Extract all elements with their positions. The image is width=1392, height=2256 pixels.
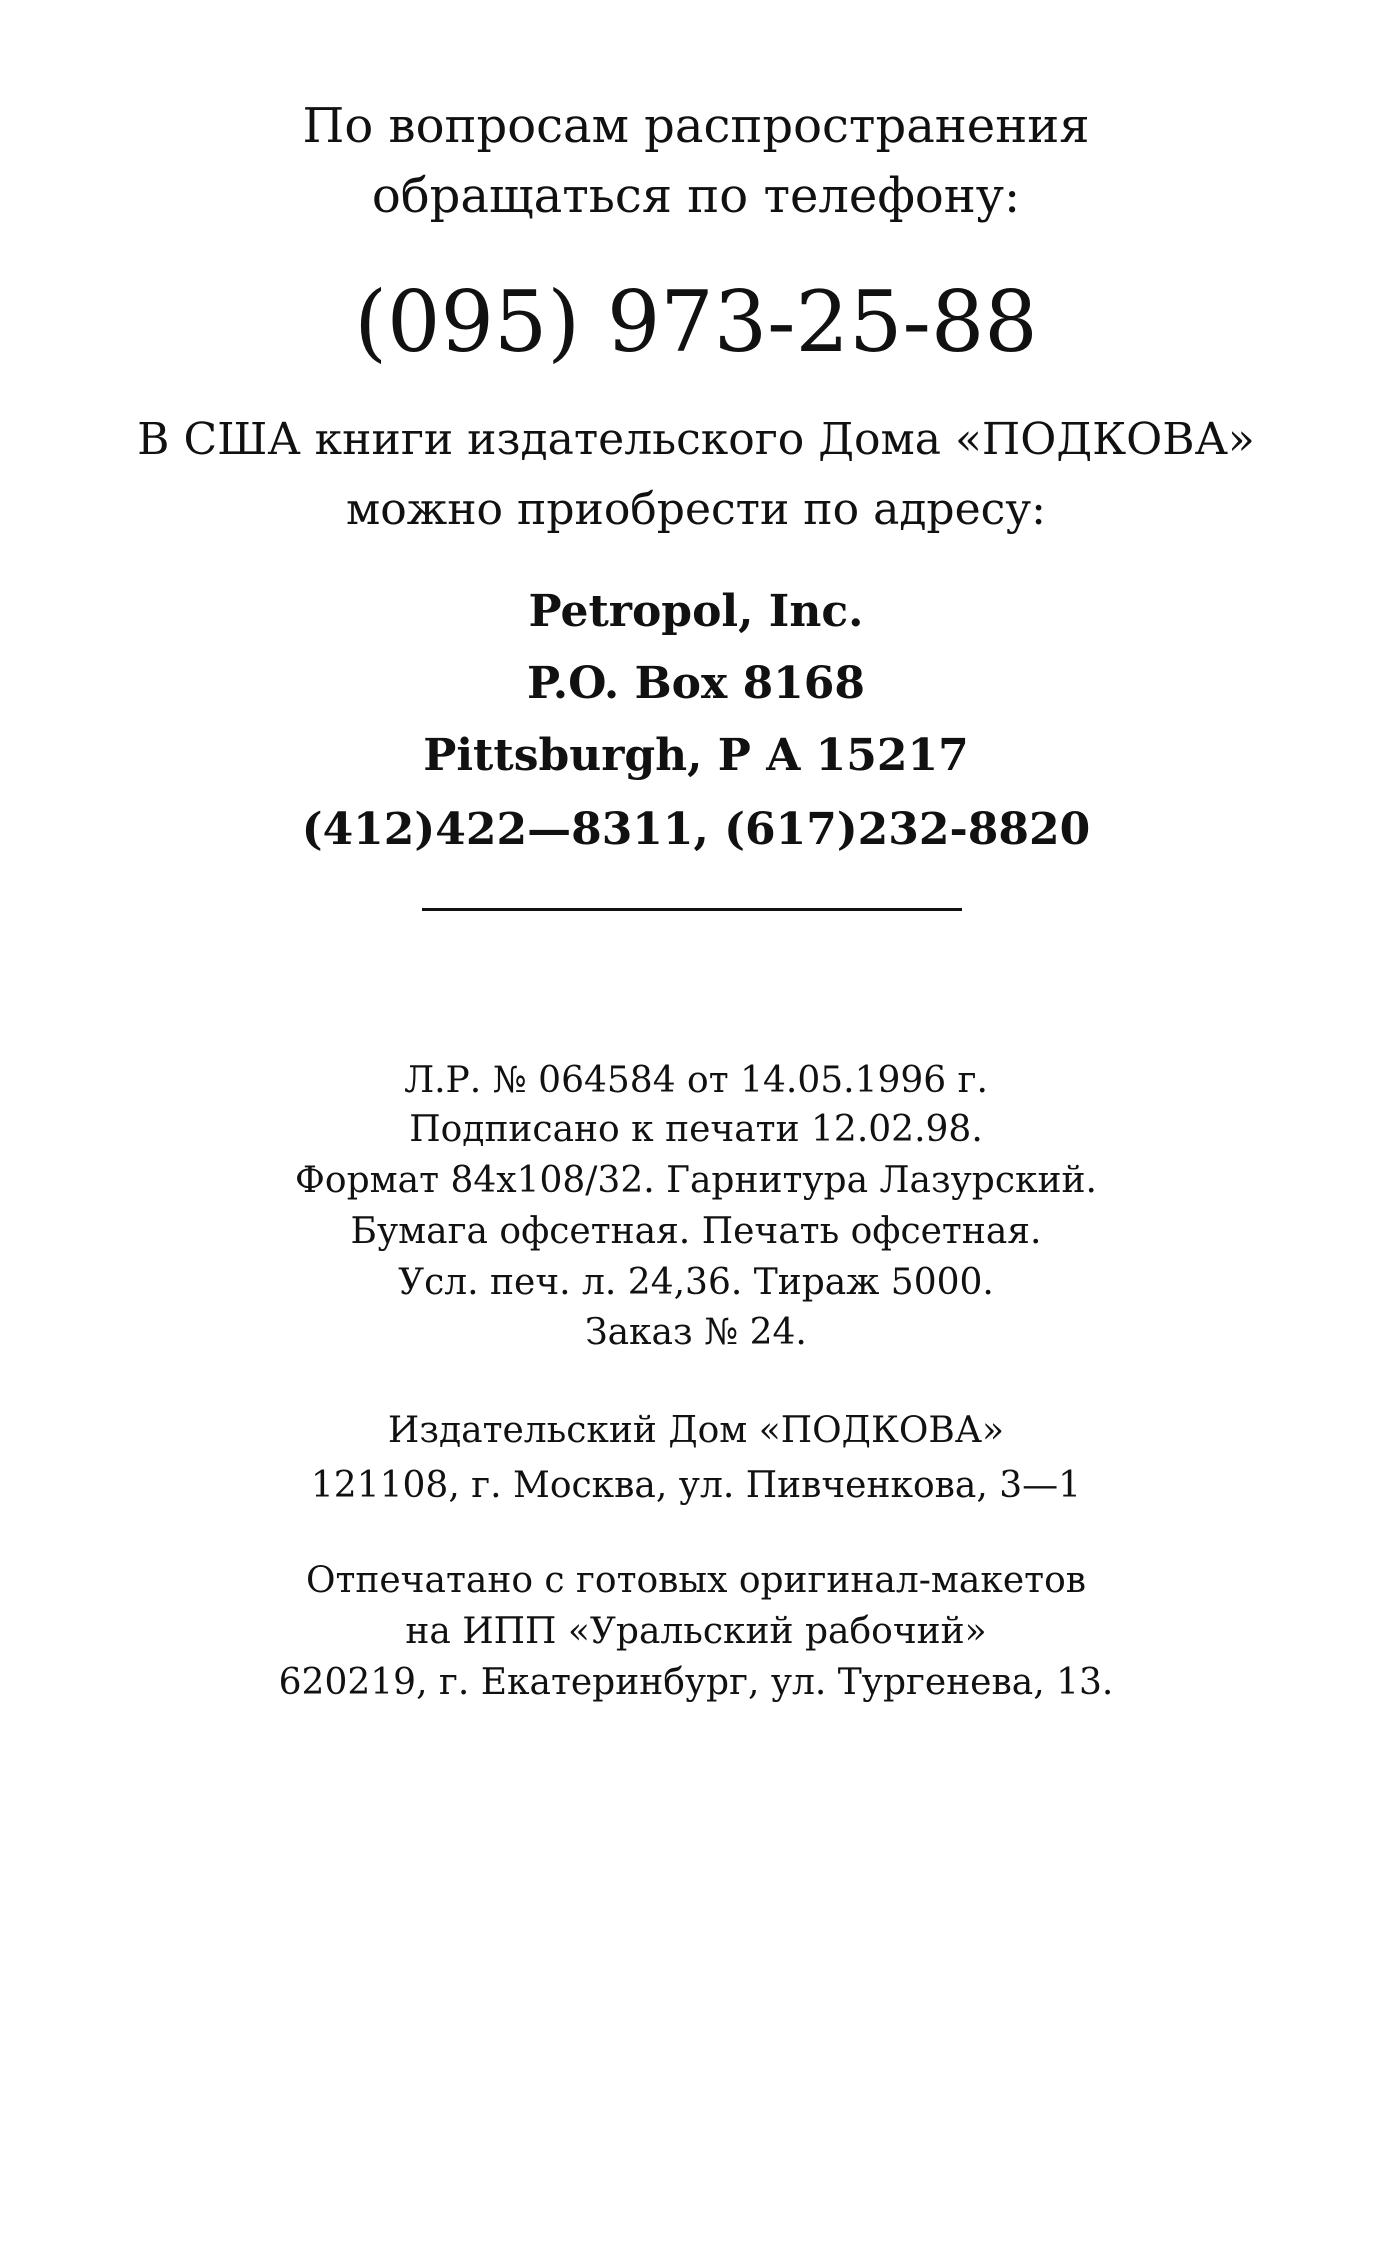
imprint-paper: Бумага офсетная. Печать офсетная.: [350, 1211, 1042, 1252]
printer-line-2: на ИПП «Уральский рабочий»: [405, 1611, 987, 1652]
imprint-signed: Подписано к печати 12.02.98.: [409, 1109, 983, 1150]
distribution-phone: (095) 973-25-88: [354, 273, 1038, 371]
imprint-license: Л.Р. № 064584 от 14.05.1996 г.: [404, 1060, 988, 1101]
address-box: P.O. Box 8168: [526, 658, 866, 709]
distribution-line-1: По вопросам распространения: [302, 98, 1090, 154]
usa-line-1: В США книги издательского Дома «ПОДКОВА»: [137, 414, 1255, 465]
usa-line-2: можно приобрести по адресу:: [346, 484, 1046, 535]
publisher-address: 121108, г. Москва, ул. Пивченкова, 3—1: [310, 1465, 1082, 1506]
address-phones: (412)422—8311, (617)232-8820: [301, 804, 1091, 855]
printer-line-3: 620219, г. Екатеринбург, ул. Тургенева, 13.: [278, 1662, 1114, 1703]
imprint-print-run: Усл. печ. л. 24,36. Тираж 5000.: [398, 1262, 994, 1303]
distribution-line-2: обращаться по телефону:: [371, 168, 1021, 224]
publisher-name: Издательский Дом «ПОДКОВА»: [387, 1410, 1005, 1451]
address-company: Petropol, Inc.: [528, 586, 864, 637]
divider-rule: [422, 908, 962, 911]
imprint-format: Формат 84x108/32. Гарнитура Лазурский.: [295, 1160, 1097, 1201]
imprint-order: Заказ № 24.: [585, 1312, 807, 1353]
address-city: Pittsburgh, P A 15217: [423, 730, 969, 781]
printer-line-1: Отпечатано с готовых оригинал-макетов: [305, 1560, 1087, 1601]
